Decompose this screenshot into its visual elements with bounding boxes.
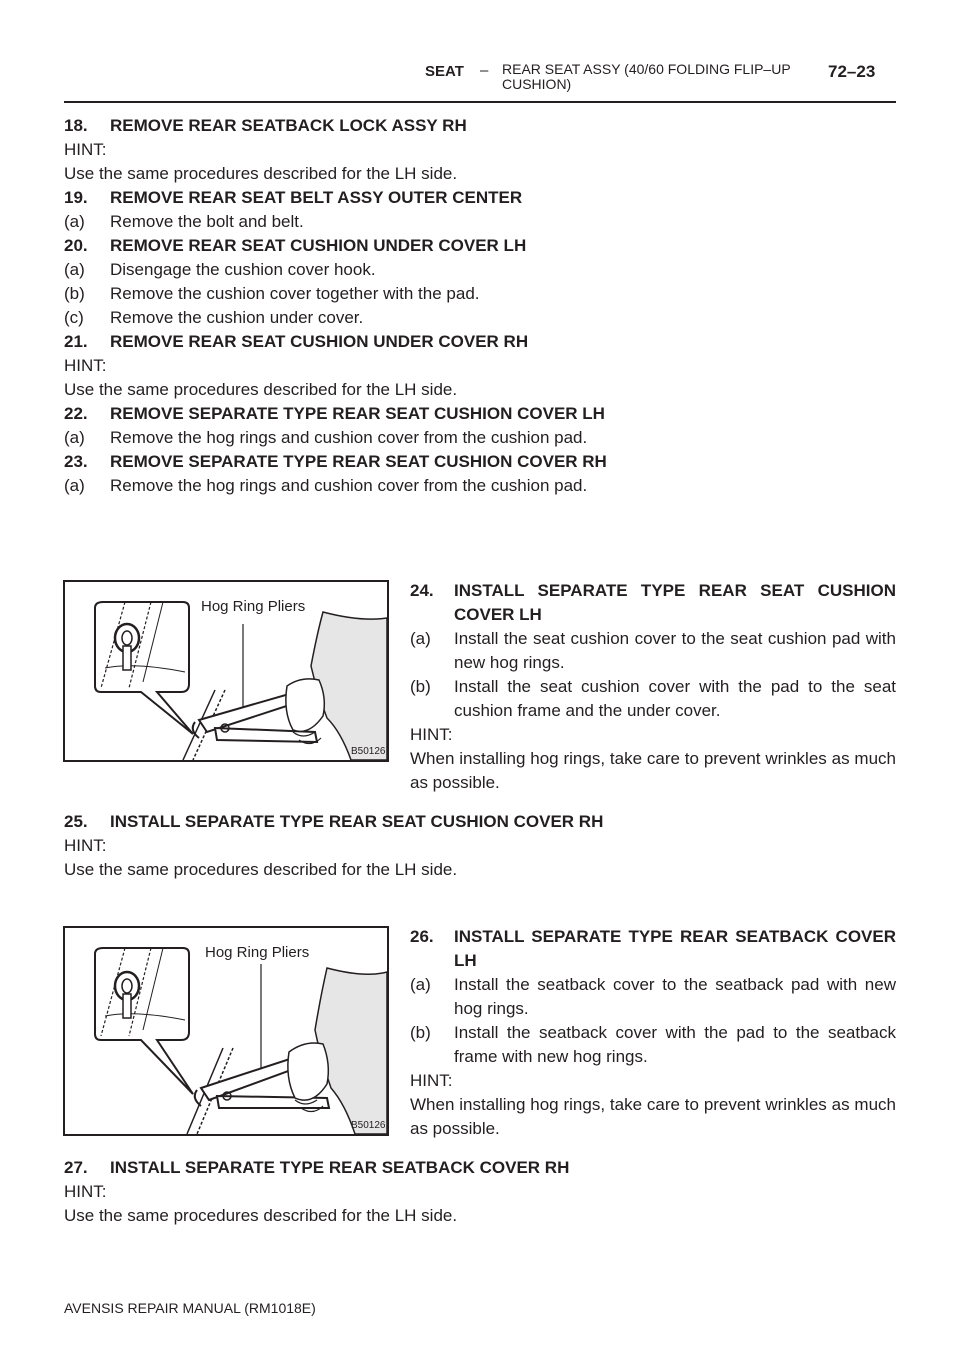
- section-name: SEAT: [425, 63, 464, 80]
- figure-hog-ring-pliers-2: [63, 926, 389, 1136]
- step-25-heading: 25. INSTALL SEPARATE TYPE REAR SEAT CUSHION COVER RH: [64, 812, 604, 831]
- step-20-a: (a) Disengage the cushion cover hook.: [64, 260, 376, 279]
- step-21-hint-text: Use the same procedures described for the LH side.: [64, 380, 458, 399]
- step-27-block: [64, 1156, 569, 1228]
- figure-1-label: Hog Ring Pliers: [201, 598, 306, 615]
- step-24-heading: 24. INSTALL SEPARATE TYPE REAR SEAT CUSHION COVER LH: [410, 581, 896, 624]
- step-25-hint-label: HINT:: [64, 836, 107, 855]
- step-18-hint-text: Use the same procedures described for the LH side.: [64, 164, 458, 183]
- step-23-a: (a) Remove the hog rings and cushion cover from the cushion pad.: [64, 476, 588, 495]
- step-26-a: (a) Install the seatback cover to the seatback pad with new hog rings.: [410, 975, 896, 1018]
- steps-top-block: [64, 114, 607, 498]
- step-24-hint-label: HINT:: [410, 725, 453, 744]
- figure-hog-ring-pliers-1: [63, 580, 389, 762]
- step-21-heading: 21. REMOVE REAR SEAT CUSHION UNDER COVER RH: [64, 332, 529, 351]
- step-26-heading: 26. INSTALL SEPARATE TYPE REAR SEATBACK COVER LH: [410, 927, 896, 970]
- step-22-heading: 22. REMOVE SEPARATE TYPE REAR SEAT CUSHION COVER LH: [64, 404, 605, 423]
- header-rule: [64, 101, 896, 103]
- step-25-block: [64, 810, 603, 882]
- step-23-heading: 23. REMOVE SEPARATE TYPE REAR SEAT CUSHION COVER RH: [64, 452, 607, 471]
- step-18-heading: 18. REMOVE REAR SEATBACK LOCK ASSY RH: [64, 116, 467, 135]
- step-20-b: (b) Remove the cushion cover together with the pad.: [64, 284, 480, 303]
- step-27-hint-label: HINT:: [64, 1182, 107, 1201]
- step-20-heading: 20. REMOVE REAR SEAT CUSHION UNDER COVER LH: [64, 236, 527, 255]
- header-title-line2: CUSHION): [502, 76, 572, 92]
- step-27-heading: 27. INSTALL SEPARATE TYPE REAR SEATBACK COVER RH: [64, 1158, 570, 1177]
- step-26-block: [410, 925, 896, 1141]
- step-21-hint-label: HINT:: [64, 356, 107, 375]
- step-26-b: (b) Install the seatback cover with the pad to the seatback frame with new hog rings.: [410, 1023, 896, 1066]
- step-18-hint-label: HINT:: [64, 140, 107, 159]
- step-27-hint-text: Use the same procedures described for the LH side.: [64, 1206, 458, 1225]
- figure-2-code: B50126: [351, 1120, 386, 1131]
- step-25-hint-text: Use the same procedures described for the LH side.: [64, 860, 458, 879]
- step-22-a: (a) Remove the hog rings and cushion cover from the cushion pad.: [64, 428, 588, 447]
- step-19-heading: 19. REMOVE REAR SEAT BELT ASSY OUTER CENTER: [64, 188, 523, 207]
- step-24-b: (b) Install the seat cushion cover with the pad to the seat cushion frame and the under cover.: [410, 677, 896, 720]
- step-20-c: (c) Remove the cushion under cover.: [64, 308, 364, 327]
- step-26-hint-label: HINT:: [410, 1071, 453, 1090]
- step-26-hint-text: When installing hog rings, take care to prevent wrinkles as much as possible.: [410, 1095, 896, 1138]
- figure-1-code: B50126: [351, 746, 386, 757]
- header-title-line1: REAR SEAT ASSY (40/60 FOLDING FLIP–UP: [502, 61, 791, 77]
- page-number: 72–23: [828, 62, 876, 81]
- header-title: [502, 62, 791, 92]
- footer-manual-id: AVENSIS REPAIR MANUAL (RM1018E): [64, 1300, 316, 1316]
- figure-2-label: Hog Ring Pliers: [205, 944, 310, 961]
- step-24-a: (a) Install the seat cushion cover to the seat cushion pad with new hog rings.: [410, 629, 896, 672]
- step-24-block: [410, 579, 896, 795]
- header-dash: –: [480, 62, 489, 79]
- step-24-hint-text: When installing hog rings, take care to prevent wrinkles as much as possible.: [410, 749, 896, 792]
- step-19-a: (a) Remove the bolt and belt.: [64, 212, 304, 231]
